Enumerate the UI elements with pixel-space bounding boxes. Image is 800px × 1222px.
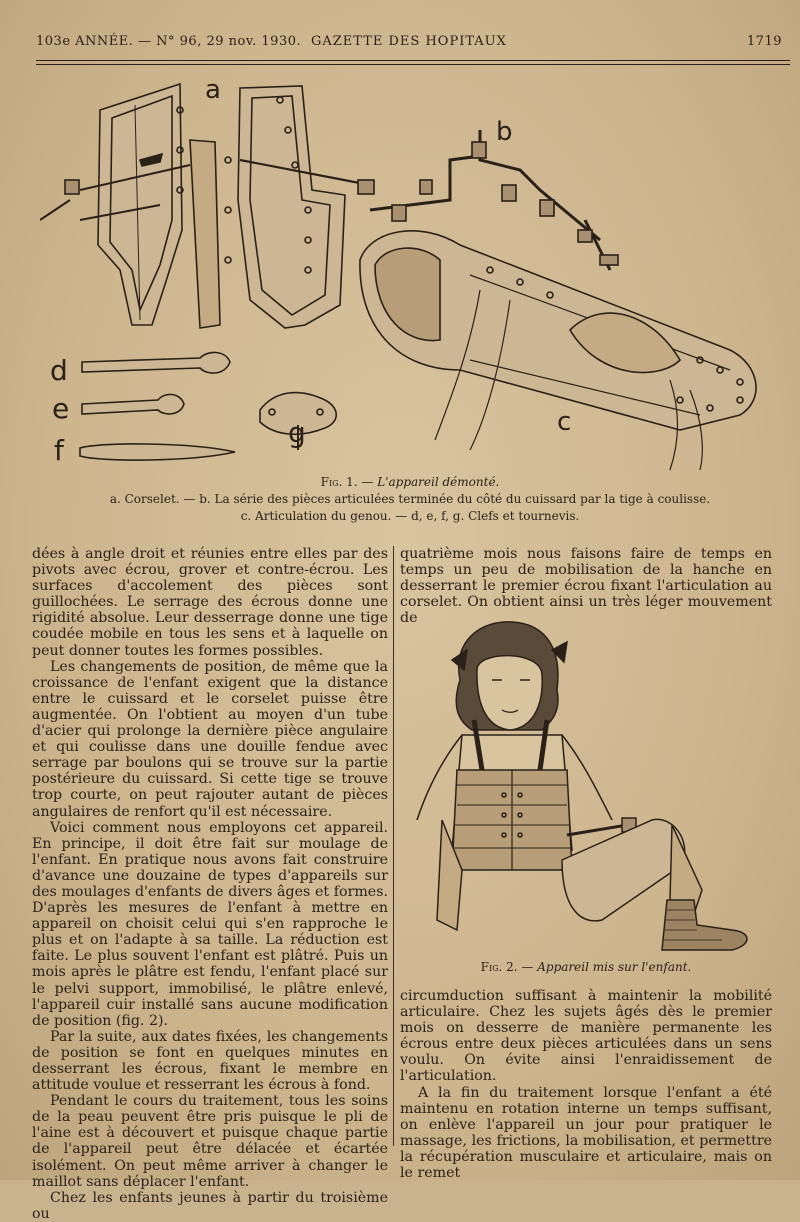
right-column-top [400,546,772,626]
paragraph: circumduction suffisant à maintenir la mobilité articulaire. Chez les sujets âgés dès le premier mois on desserre de manière permanente les écrous entre deux pièces articulées dans un sens voulu. On évite ainsi l'enraidissement de l'articulation. [400,988,772,1085]
figure-1-legend-1: a. Corselet. — b. La série des pièces articulées terminée du côté du cuissard par la tige à coulisse. [109,492,711,506]
paragraph: Par la suite, aux dates fixées, les changements de position se font en quelques minutes en desserrant les écrous, fixant le membre en attitude voulue et resserrant les écrous à fond. [32,1028,388,1094]
running-header [36,34,782,56]
figure-2-label: Fig. 2. — [480,960,534,974]
label-a: a [205,75,221,105]
figure-1-title: L'appareil démonté. [377,475,500,489]
label-d: d [50,354,68,387]
paragraph: A la fin du traitement lorsque l'enfant a été maintenu en rotation interne un temps suffisant, on enlève l'appareil un jour pour pratiquer le massage, les frictions, la mobilisation, et permettre la récupération musculaire et articulaire, mais on le remet [400,1084,772,1182]
journal-title: GAZETTE DES HOPITAUX [311,34,507,49]
column-divider [393,546,394,1146]
child-drawing [417,622,747,950]
paragraph: dées à angle droit et réunies entre elles par des pivots avec écrou, grover et contre-écrou. Les surfaces d'accolement des pièces sont guillochées. Le serrage des écrous donne une rigidité absolue. Leur desserrage donne une tige coudée mobile en tous les sens et à laquelle on peut donner toutes les formes possibles. [32,546,388,659]
header-rule [36,60,790,61]
corselet-drawing [40,84,374,328]
issue-info: 103e ANNÉE. — N° 96, 29 nov. 1930. [36,34,302,49]
page-number: 1719 [746,34,782,49]
label-b: b [496,117,513,147]
figure-1-label: Fig. 1. — [320,475,374,489]
paragraph: Les changements de position, de même que la croissance de l'enfant exigent que la distance entre le cuissard et le corselet puisse être augmentée. On l'obtient au moyen d'un tube d'acier qui prolonge la dernière pièce angulaire et qui coulisse dans une douille fendue avec serrage par boulons qui se trouve sur la partie postérieure du cuissard. Si cette tige se trouve trop courte, on peut rajouter autant de pièces angulaires de renfort qu'il est nécessaire. [32,658,388,820]
figure-2-title: Appareil mis sur l'enfant. [537,960,692,974]
label-g: g [288,416,306,449]
figure-1-caption [40,474,780,525]
paragraph: Pendant le cours du traitement, tous les soins de la peau peuvent être pris puisque le pli de l'aine est à découvert et puisque chaque partie de l'appareil peut être délacée et écartée isolément. On peut même arriver à changer le maillot sans déplacer l'enfant. [32,1093,388,1190]
figure-2-caption [400,960,772,974]
label-e: e [52,392,70,425]
right-column-bottom [400,988,772,1181]
figure-1-illustration [40,70,780,480]
paragraph: Voici comment nous employons cet appareil. En principe, il doit être fait sur moulage de l'enfant. En pratique nous avons fait construire d'avance une douzaine de types d'appareils sur des moulages d'enfants de divers âges et formes. D'après les mesures de l'enfant à mettre en appareil on choisit celui qui s'en rapproche le plus et on l'adapte à sa taille. La réduction est faite. Le plus souvent l'enfant est plâtré. Puis un mois après le plâtre est fendu, l'enfant placé sur le pelvi support, immobilisé, le plâtre enlevé, l'appareil cuir installé sans aucune modification de position (fig. 2). [32,819,388,1029]
header-rule-thin [36,64,790,65]
paragraph: quatrième mois nous faisons faire de temps en temps un peu de mobilisation de la hanche en desserrant le premier écrou fixant l'articulation au corselet. On obtient ainsi un très léger mouvement de [400,546,772,627]
figure-2-illustration [412,620,772,960]
figure-1-legend-2: c. Articulation du genou. — d, e, f, g. Clefs et tournevis. [240,509,580,523]
paragraph: Chez les enfants jeunes à partir du troisième ou [32,1189,388,1222]
label-c: c [557,407,572,437]
label-f: f [54,434,64,467]
left-column [32,546,388,1222]
